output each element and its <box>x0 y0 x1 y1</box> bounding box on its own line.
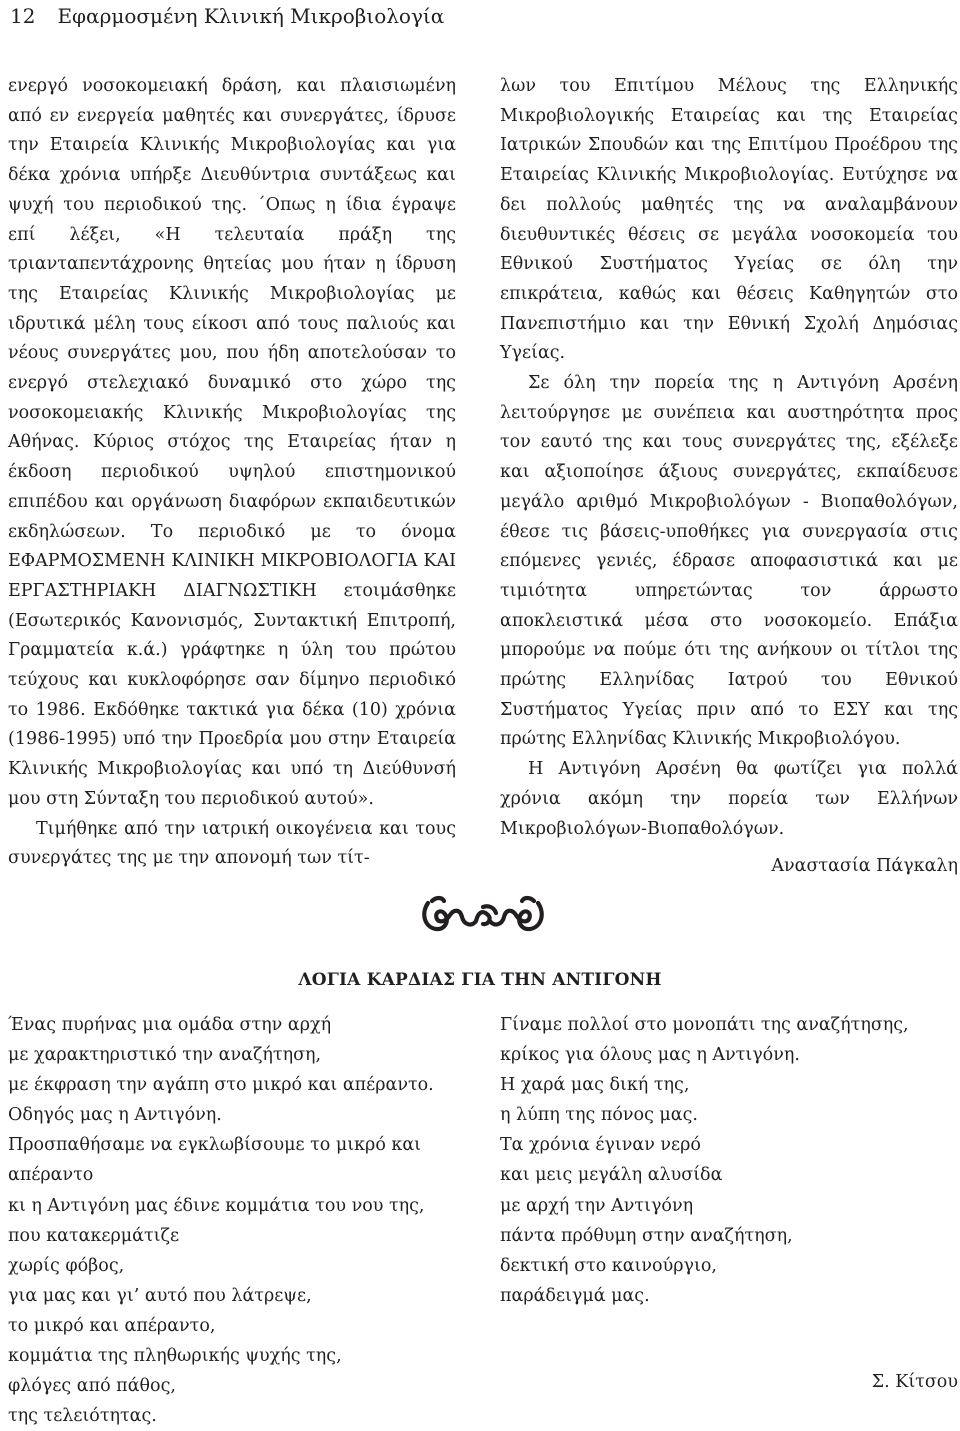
floral-divider-icon <box>418 893 548 941</box>
poem-line: με αρχή την Αντιγόνη <box>500 1195 694 1216</box>
article-right-column <box>500 72 958 844</box>
poem-line: Η χαρά μας δική της, <box>500 1075 690 1096</box>
article-paragraph: λων του Επιτίμου Μέλους της Ελληνικής Μικροβιολογικής Εταιρείας και της Εταιρείας Ιατρικών Σπουδών και της Επιτίμου Προέδρου της Εταιρείας Κλινικής Μικροβιολογίας. Ευτύχησε να δει πολλούς μαθητές της να αναλαμβάνουν διευθυντικές θέσεις σε μεγάλα νοσοκομεία του Εθνικού Συστήματος Υγείας σε όλη την επικράτεια, καθώς και θέσεις Καθηγητών στο Πανεπιστήμιο και την Εθνική Σχολή Δημόσιας Υγείας. <box>500 76 958 364</box>
poem-line: φλόγες από πάθος, <box>8 1376 176 1397</box>
page-number: 12 <box>10 4 36 28</box>
poem-signature: Σ. Κίτσου <box>871 1372 958 1392</box>
article-signature: Αναστασία Πάγκαλη <box>771 856 958 876</box>
poem-line: Οδηγός μας η Αντιγόνη. <box>8 1105 222 1126</box>
article-left-column <box>8 72 456 874</box>
article-paragraph: Η Αντιγόνη Αρσένη θα φωτίζει για πολλά χρόνια ακόμη την πορεία των Ελλήνων Μικροβιολόγων-Βιοπαθολόγων. <box>500 759 958 839</box>
poem-line: η λύπη της πόνος μας. <box>500 1105 698 1126</box>
poem-line: κομμάτια της πληθωρικής ψυχής της, <box>8 1346 342 1367</box>
poem-line: για μας και γι’ αυτό που λάτρεψε, <box>8 1285 312 1306</box>
article-paragraph: Τιμήθηκε από την ιατρική οικογένεια και τους συνεργάτες της με την απονομή των τίτ- <box>8 818 456 869</box>
poem-line: Γίναμε πολλοί στο μονοπάτι της αναζήτησης, <box>500 1015 909 1035</box>
poem-line: χωρίς φόβος, <box>8 1255 125 1276</box>
poem-left-column <box>8 1010 434 1431</box>
poem-line: απέραντο <box>8 1165 94 1186</box>
poem-line: Προσπαθήσαμε να εγκλωβίσουμε το μικρό και <box>8 1135 422 1156</box>
poem-line: με χαρακτηριστικό την αναζήτηση, <box>8 1045 322 1066</box>
article-paragraph: ενεργό νοσοκομειακή δράση, και πλαισιωμένη από εν ενεργεία μαθητές και συνεργάτες, ίδρυσε την Εταιρεία Κλινικής Μικροβιολογίας και για δέκα χρόνια υπήρξε Διευθύντρια συντάξεως και ψυχή του περιοδικού της. ΄Οπως η ίδια έγραψε επί λέξει, «Η τελευταία πράξη της τριανταπεντάχρονης θητείας μου ήταν η ίδρυση της Εταιρείας Κλινικής Μικροβιολογίας με ιδρυτικά μέλη τους είκοσι από τους παλιούς και νέους συνεργάτες μου, που ήδη αποτελούσαν το ενεργό στελεχιακό δυναμικό στο χώρο της νοσοκομειακής Κλινικής Μικροβιολογίας της Αθήνας. Κύριος στόχος της Εταιρείας ήταν η έκδοση περιοδικού υψηλού επιστημονικού επιπέδου και οργάνωση διαφόρων εκπαιδευτικών εκδηλώσεων. Το περιοδικό με το όνομα ΕΦΑΡΜΟΣΜΕΝΗ ΚΛΙΝΙΚΗ ΜΙΚΡΟΒΙΟΛΟΓΙΑ ΚΑΙ ΕΡΓΑΣΤΗΡΙΑΚΗ ΔΙΑΓΝΩΣΤΙΚΗ ετοιμάσθηκε (Εσωτερικός Κανονισμός, Συντακτική Επιτροπή, Γραμματεία κ.ά.) γράφτηκε η ύλη του πρώτου τεύχους και κυκλοφόρησε σαν δίμηνο περιοδικό το 1986. Εκδόθηκε τακτικά για δέκα (10) χρόνια (1986-1995) υπό την Προεδρία μου στην Εταιρεία Κλινικής Μικροβιολογίας και υπό τη Διεύθυνσή μου στη Σύνταξη του περιοδικού αυτού». <box>8 76 456 809</box>
poem-line: παράδειγμά μας. <box>500 1285 650 1306</box>
poem-line: Τα χρόνια έγιναν νερό <box>500 1135 701 1156</box>
journal-title: Εφαρμοσμένη Κλινική Μικροβιολογία <box>57 4 445 28</box>
poem-line: πάντα πρόθυμη στην αναζήτηση, <box>500 1225 793 1246</box>
page-header <box>10 4 444 28</box>
poem-line: δεκτική στο καινούργιο, <box>500 1255 717 1276</box>
poem-line: που κατακερμάτιζε <box>8 1225 180 1246</box>
poem-line: Ένας πυρήνας μια ομάδα στην αρχή <box>8 1015 332 1035</box>
poem-line: και μεις μεγάλη αλυσίδα <box>500 1165 723 1186</box>
article-paragraph: Σε όλη την πορεία της η Αντιγόνη Αρσένη λειτούργησε με συνέπεια και αυστηρότητα προς τον εαυτό της και τους συνεργάτες της, εξέλεξε και αξιοποίησε άξιους συνεργάτες, εκπαίδευσε μεγάλο αριθμό Μικροβιολόγων - Βιοπαθολόγων, έθεσε τις βάσεις-υποθήκες για συνεργασία στις επόμενες γενιές, έδρασε αποφασιστικά και με τιμιότητα υπηρετώντας τον άρρωστο αποκλειστικά μέσα στο νοσοκομείο. Επάξια μπορούμε να πούμε ότι της ανήκουν οι τίτλοι της πρώτης Ελληνίδας Ιατρού του Εθνικού Συστήματος Υγείας πριν από το ΕΣΥ και της πρώτης Ελληνίδας Κλινικής Μικροβιολόγου. <box>500 373 958 750</box>
poem-line: με έκφραση την αγάπη στο μικρό και απέραντο. <box>8 1075 434 1096</box>
poem-title: ΛΟΓΙΑ ΚΑΡΔΙΑΣ ΓΙΑ ΤΗΝ ΑΝΤΙΓΟΝΗ <box>298 970 662 990</box>
poem-right-column <box>500 1010 909 1311</box>
poem-line: κι η Αντιγόνη μας έδινε κομμάτια του νου της, <box>8 1195 425 1216</box>
poem-line: κρίκος για όλους μας η Αντιγόνη. <box>500 1045 800 1066</box>
poem-line: το μικρό και απέραντο, <box>8 1315 216 1336</box>
poem-line: της τελειότητας. <box>8 1406 157 1427</box>
